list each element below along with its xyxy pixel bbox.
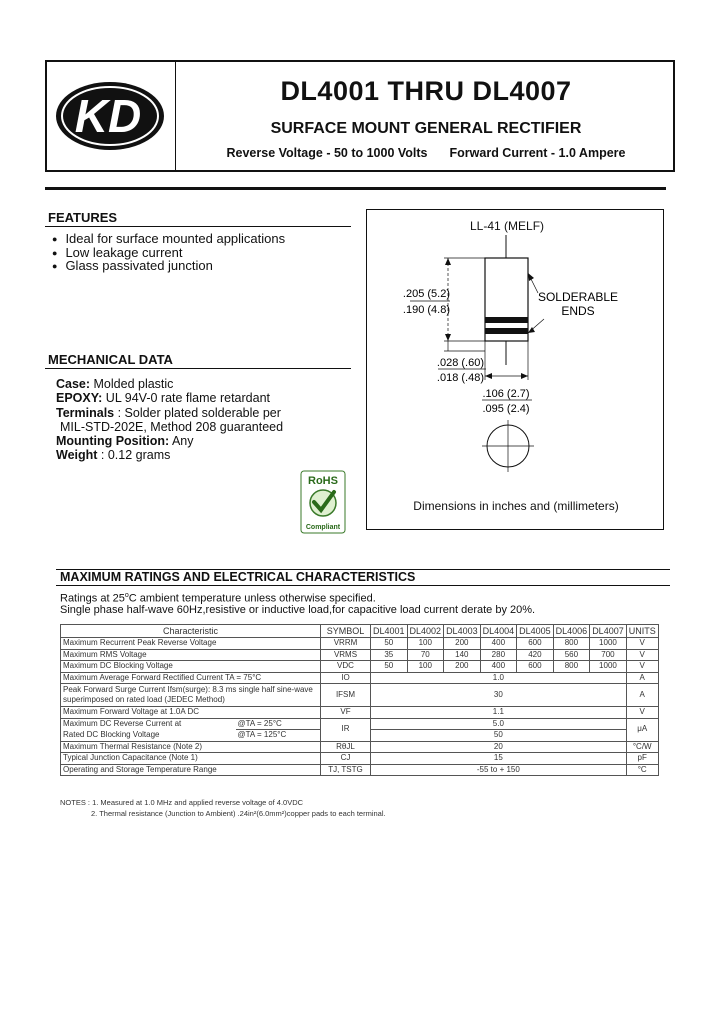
reverse-voltage-spec: Reverse Voltage - 50 to 1000 Volts <box>226 146 428 160</box>
ratings-notes <box>60 590 535 617</box>
col-dl4002: DL4002 <box>407 625 444 638</box>
table-row: Maximum Forward Voltage at 1.0A DC VF 1.1 V <box>61 707 659 719</box>
endcap-max-label: .028 (.60) <box>436 357 484 369</box>
table-row: @TA = 125°C 50 <box>61 730 659 742</box>
endcap-min-label: .018 (.48) <box>436 372 484 384</box>
table-row: Maximum DC Blocking Voltage VDC 50 100 200 400 600 800 1000 V <box>61 661 659 673</box>
ends-label: ENDS <box>561 304 595 318</box>
table-row: Maximum Thermal Resistance (Note 2) RθJL 20 °C/W <box>61 741 659 753</box>
logo-text: KD <box>74 90 142 142</box>
length-max-label: .205 (5.2) <box>402 288 450 300</box>
logo-cell <box>47 62 176 170</box>
forward-current-spec: Forward Current - 1.0 Ampere <box>449 146 626 160</box>
ratings-note-2: Single phase half-wave 60Hz,resistive or inductive load,for capacitive load current derate by 20%. <box>60 604 536 617</box>
table-row: Maximum Recurrent Peak Reverse Voltage VRRM 50 100 200 400 600 800 1000 V <box>61 638 659 650</box>
table-row: Maximum RMS Voltage VRMS 35 70 140 280 420 560 700 V <box>61 649 659 661</box>
solderable-label: SOLDERABLE <box>537 290 619 304</box>
header-box <box>45 60 675 172</box>
mechanical-data <box>56 377 283 463</box>
epoxy-line: EPOXY: UL 94V-0 rate flame retardant <box>56 391 270 406</box>
weight-line: Weight : 0.12 grams <box>56 448 171 463</box>
diameter-max-label: .106 (2.7) <box>482 388 530 400</box>
features-list <box>52 232 285 273</box>
col-dl4007: DL4007 <box>590 625 627 638</box>
col-dl4005: DL4005 <box>517 625 554 638</box>
rohs-bottom-text: Compliant <box>305 524 341 531</box>
col-characteristic: Characteristic <box>61 625 321 638</box>
footnotes <box>60 797 386 819</box>
product-title: DL4001 THRU DL4007 <box>280 76 572 106</box>
kd-logo <box>47 62 175 170</box>
col-symbol: SYMBOL <box>321 625 371 638</box>
dimensions-note: Dimensions in inches and (millimeters) <box>413 499 619 513</box>
mechanical-heading: MECHANICAL DATA <box>48 352 173 367</box>
product-subtitle: SURFACE MOUNT GENERAL RECTIFIER <box>270 120 582 137</box>
header-divider <box>45 187 666 190</box>
mechanical-rule <box>45 368 351 369</box>
table-row: Maximum DC Reverse Current at Rated DC Blocking Voltage @TA = 25°C IR 5.0 μA <box>61 718 659 730</box>
mounting-line: Mounting Position: Any <box>56 434 194 449</box>
col-units: UNITS <box>626 625 658 638</box>
table-row: Operating and Storage Temperature Range TJ, TSTG -55 to + 150 °C <box>61 764 659 776</box>
features-heading: FEATURES <box>48 210 118 225</box>
ratings-note-1: Ratings at 25$^o$C ambient temperature unless otherwise specified. <box>60 592 376 605</box>
footnote-2: 2. Thermal resistance (Junction to Ambient) .24in²(6.0mm²)copper pads to each terminal. <box>91 809 386 818</box>
package-name: LL-41 (MELF) <box>470 219 545 233</box>
rohs-badge <box>300 470 346 534</box>
table-row: Maximum Average Forward Rectified Current TA = 75°C IO 1.0 A <box>61 672 659 684</box>
list-item: ● Low leakage current <box>52 246 285 260</box>
rohs-top-text: RoHS <box>308 475 338 487</box>
case-line: Case: Molded plastic <box>56 377 174 391</box>
terminals-line: Terminals : Solder plated solderable per <box>56 405 281 420</box>
diameter-min-label: .095 (2.4) <box>482 403 530 415</box>
table-header-row <box>61 625 659 638</box>
ratings-rule <box>56 585 670 586</box>
list-item: ● Ideal for surface mounted applications <box>52 232 285 246</box>
col-dl4004: DL4004 <box>480 625 517 638</box>
ratings-heading: MAXIMUM RATINGS AND ELECTRICAL CHARACTERISTICS <box>60 570 416 584</box>
features-rule <box>45 226 351 227</box>
table-row: Peak Forward Surge Current Ifsm(surge): 8.3 ms single half sine-wave superimposed on rated load (JEDEC Method) IFSM 30 A <box>61 684 659 707</box>
col-dl4006: DL4006 <box>553 625 590 638</box>
footnote-1: NOTES : 1. Measured at 1.0 MHz and applied reverse voltage of 4.0VDC <box>60 798 304 807</box>
col-dl4003: DL4003 <box>444 625 481 638</box>
col-dl4001: DL4001 <box>371 625 408 638</box>
length-min-label: .190 (4.8) <box>402 304 450 316</box>
table-row: Typical Junction Capacitance (Note 1) CJ 15 pF <box>61 753 659 765</box>
product-specs <box>177 146 675 160</box>
ratings-table <box>60 624 659 776</box>
package-drawing <box>366 235 664 497</box>
list-item: ● Glass passivated junction <box>52 259 285 273</box>
terminals-line-2: MIL-STD-202E, Method 208 guaranteed <box>60 419 284 434</box>
